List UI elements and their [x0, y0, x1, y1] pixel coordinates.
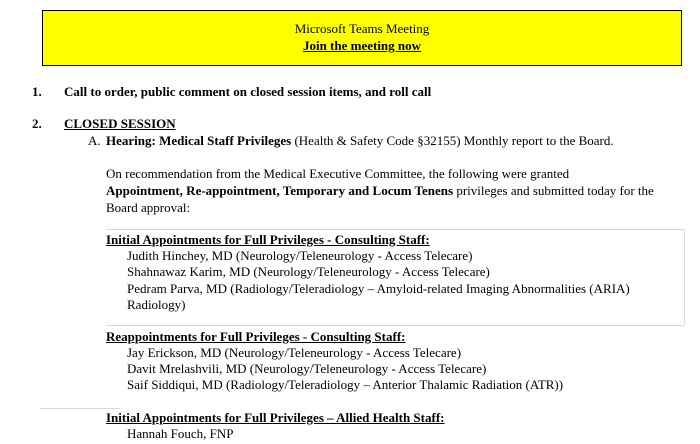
section-heading: Reappointments for Full Privileges - Consulting Staff: — [106, 329, 406, 344]
list-item: Judith Hinchey, MD (Neurology/Teleneurology - Access Telecare) — [127, 248, 473, 263]
list-item: Jay Erickson, MD (Neurology/Teleneurology - Access Telecare) — [127, 345, 462, 360]
sub-item-title: Hearing: Medical Staff Privileges — [106, 133, 292, 148]
sub-item-letter: A. — [88, 133, 101, 148]
list-item: Hannah Fouch, FNP — [127, 426, 234, 441]
item-title: Call to order, public comment on closed session items, and roll call — [64, 84, 432, 99]
meeting-title: Microsoft Teams Meeting — [294, 21, 430, 36]
table-border — [106, 229, 684, 230]
list-item: Saif Siddiqui, MD (Radiology/Teleradiology – Anterior Thalamic Radiation (ATR)) — [127, 377, 564, 392]
item-number: 1. — [32, 84, 42, 99]
sub-item-reference: (Health & Safety Code §32155) Monthly report to the Board. — [291, 133, 614, 148]
sub-item-line — [106, 133, 614, 149]
item-title: CLOSED SESSION — [64, 116, 176, 131]
table-border — [106, 325, 684, 326]
list-item: Davit Mrelashvili, MD (Neurology/Teleneurology - Access Telecare) — [127, 361, 487, 376]
privilege-types: Appointment, Re-appointment, Temporary and Locum Tenens — [106, 183, 454, 198]
teams-meeting-banner — [42, 10, 682, 66]
list-item: Pedram Parva, MD (Radiology/Teleradiology – Amyloid-related Imaging Abnormalities (ARIA) — [127, 281, 630, 296]
section-heading: Initial Appointments for Full Privileges - Consulting Staff: — [106, 232, 430, 247]
table-border — [684, 229, 685, 325]
recommendation-line-rest: privileges and submitted today for the — [453, 183, 654, 198]
recommendation-paragraph — [106, 165, 686, 216]
section-heading: Initial Appointments for Full Privileges – Allied Health Staff: — [106, 410, 445, 425]
recommendation-line: Board approval: — [106, 200, 191, 215]
recommendation-line — [106, 182, 686, 199]
item-number: 2. — [32, 116, 42, 131]
list-item: Shahnawaz Karim, MD (Neurology/Teleneurology - Access Telecare) — [127, 264, 490, 279]
list-item: Radiology) — [127, 297, 186, 312]
table-border — [40, 408, 120, 409]
join-meeting-link[interactable]: Join the meeting now — [302, 38, 422, 53]
recommendation-line: On recommendation from the Medical Executive Committee, the following were granted — [106, 166, 570, 181]
